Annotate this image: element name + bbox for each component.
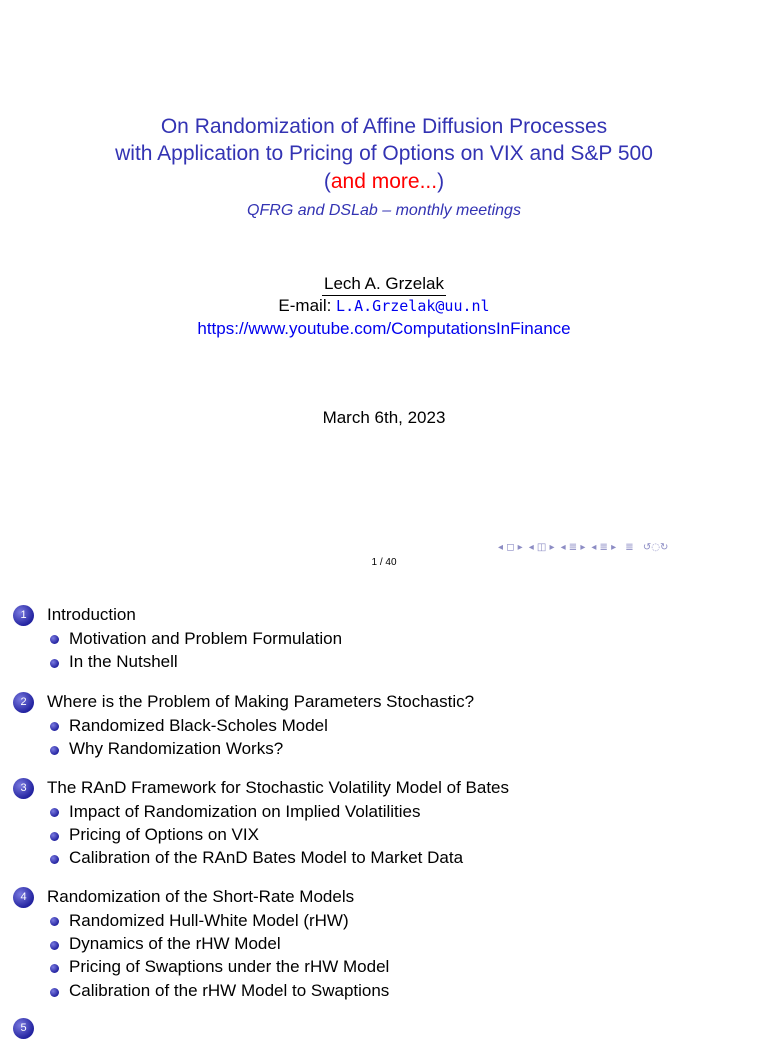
section-title[interactable]: Where is the Problem of Making Parameters Stochastic? [47,692,475,711]
nav-section-icon[interactable]: ◂ ≣ ▸ [591,541,617,553]
nav-frame-icon[interactable]: ◂ ◫ ▸ [528,541,555,553]
email-line [0,296,768,316]
bullet-icon [50,941,59,950]
subsection-item[interactable]: Calibration of the RAnD Bates Model to Market Data [69,848,464,867]
paren-close: ) [437,170,445,193]
beamer-navigation-bar [498,540,668,554]
subsection-item[interactable]: Pricing of Swaptions under the rHW Model [69,957,390,976]
section-number-badge: 5 [13,1018,34,1039]
paren-open: ( [323,170,331,193]
presentation-date: March 6th, 2023 [322,408,446,427]
subsection-item[interactable]: Why Randomization Works? [69,739,284,758]
bullet-icon [50,722,59,731]
subsection-item[interactable]: Motivation and Problem Formulation [69,629,343,648]
section-number-badge: 4 [13,887,34,908]
author-block [0,273,768,296]
subsection-item[interactable]: Randomized Black-Scholes Model [69,716,328,735]
bullet-icon [50,746,59,755]
bullet-icon [50,988,59,997]
nav-subsection-icon[interactable]: ◂ ≣ ▸ [560,541,586,553]
nav-align-icon[interactable]: ≣ [622,541,634,553]
bullet-icon [50,832,59,841]
title-and-more: and more... [330,170,438,193]
bullet-icon [50,808,59,817]
section-title[interactable]: The RAnD Framework for Stochastic Volatility Model of Bates [47,778,510,797]
section-title[interactable]: Randomization of the Short-Rate Models [47,887,355,906]
bullet-icon [50,635,59,644]
section-number-badge: 3 [13,778,34,799]
youtube-link[interactable]: https://www.youtube.com/ComputationsInFinance [197,319,571,338]
page-number: 1 / 40 [371,557,397,568]
section-number-badge: 1 [13,605,34,626]
bullet-icon [50,964,59,973]
title-line-1: On Randomization of Affine Diffusion Processes [160,115,608,138]
subsection-item[interactable]: Dynamics of the rHW Model [69,934,281,953]
nav-search-icon[interactable]: ↺◌↻ [639,541,669,553]
subsection-item[interactable]: Calibration of the rHW Model to Swaptions [69,981,390,1000]
author-name: Lech A. Grzelak [322,273,446,296]
subsection-item[interactable]: Pricing of Options on VIX [69,825,259,844]
section-number-badge: 2 [13,692,34,713]
nav-first-icon[interactable]: ◂ ◻ ▸ [498,541,523,553]
section-title[interactable]: Introduction [47,605,136,624]
email-label: E-mail: [278,296,337,315]
title-line-2: with Application to Pricing of Options on VIX and S&P 500 [115,142,653,165]
bullet-icon [50,855,59,864]
subtitle: QFRG and DSLab – monthly meetings [247,202,521,219]
title-line-3 [0,168,768,196]
subsection-item[interactable]: In the Nutshell [69,652,178,671]
subsection-item[interactable]: Randomized Hull-White Model (rHW) [69,911,349,930]
bullet-icon [50,659,59,668]
bullet-icon [50,917,59,926]
subsection-item[interactable]: Impact of Randomization on Implied Volatilities [69,802,421,821]
email-link[interactable]: L.A.Grzelak@uu.nl [336,297,490,315]
